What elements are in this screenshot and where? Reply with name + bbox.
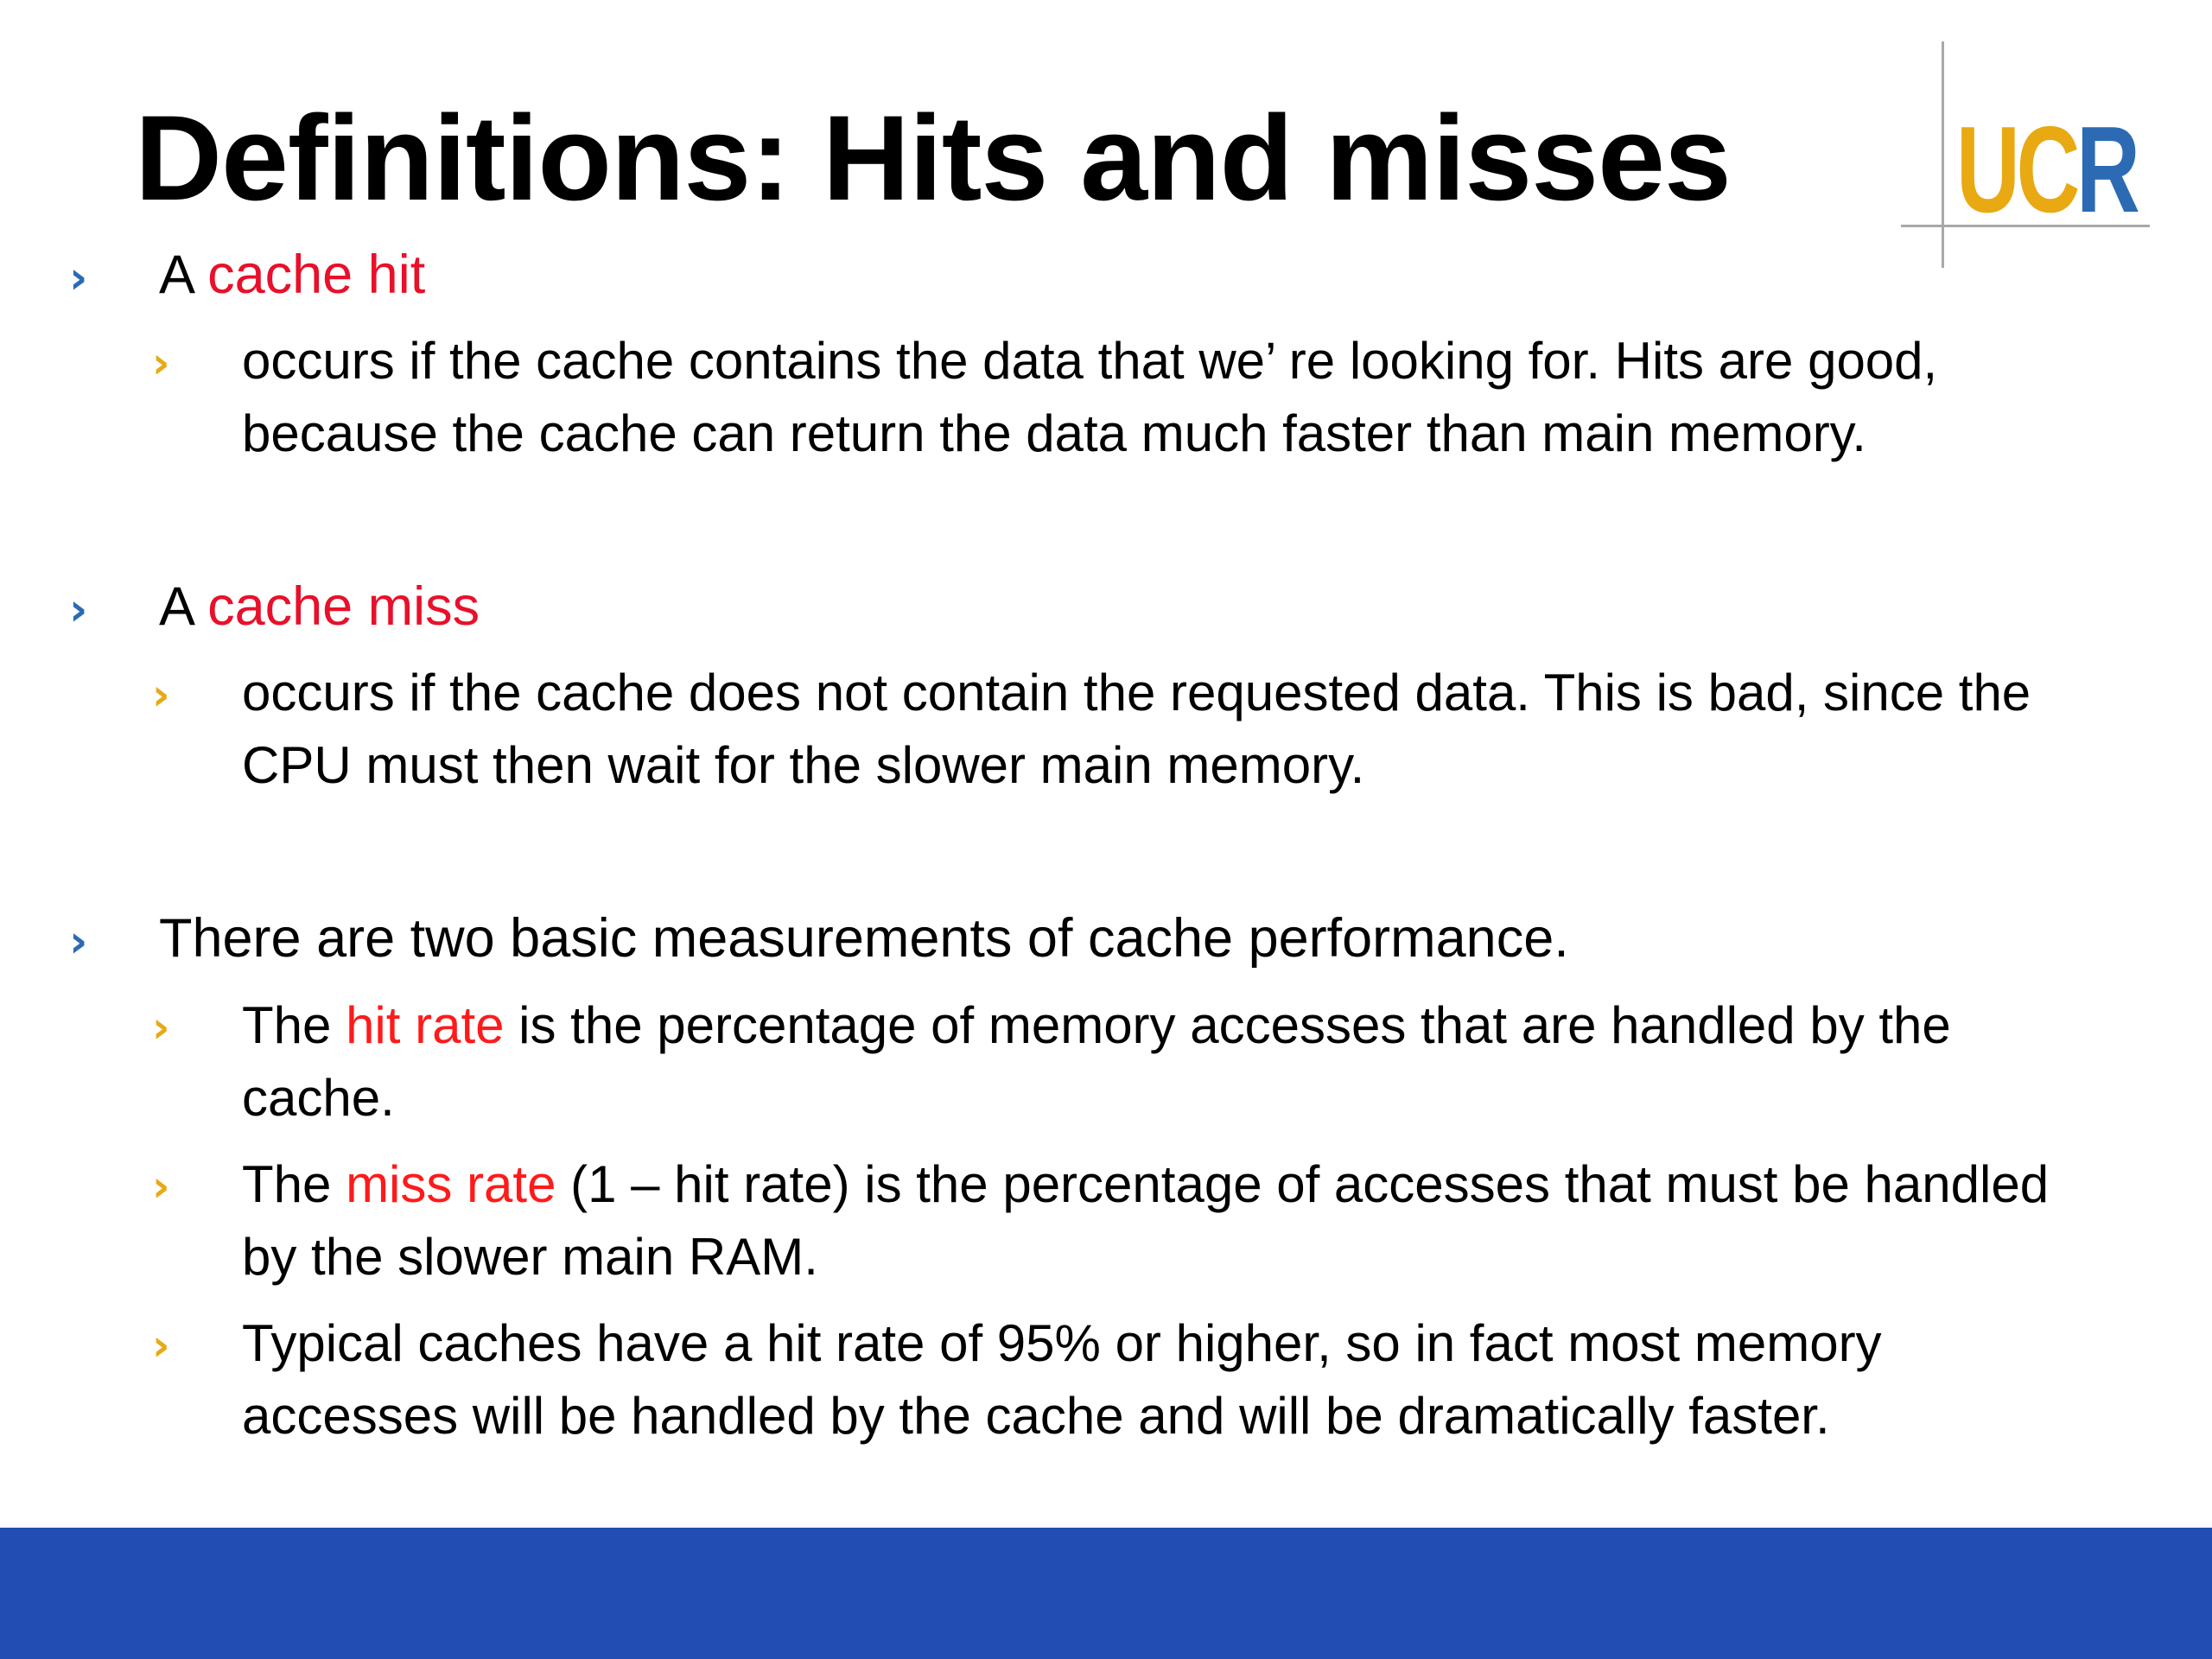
sub-bullet-miss-rate: › The miss rate (1 – hit rate) is the percentage of accesses that must be handled by the slower main RAM. (242, 1148, 2100, 1294)
blue-chevron-icon: › (69, 916, 88, 968)
gold-chevron-icon: › (152, 670, 170, 720)
footer-bar (0, 1528, 2212, 1659)
logo-vertical-rule (1942, 41, 1944, 268)
term-cache-miss: cache miss (207, 576, 480, 637)
gold-chevron-icon: › (152, 338, 170, 388)
sub-bullet-cache-miss: › occurs if the cache does not contain the requested data. This is bad, since the CPU must then wait for the slower main memory. (242, 657, 2100, 802)
bullet-cache-miss: › A cache miss (159, 570, 480, 643)
gold-chevron-icon: › (152, 1161, 170, 1211)
ucr-logo (1901, 41, 2157, 268)
bullet-cache-hit: › A cache hit (159, 238, 425, 311)
bullet-measurements: › There are two basic measurements of cache performance. (159, 902, 1569, 975)
blue-chevron-icon: › (69, 252, 88, 304)
sub-bullet-typical-hit-rate: › Typical caches have a hit rate of 95% or higher, so in fact most memory accesses will be handled by the cache and will be dramatically faster. (242, 1307, 2100, 1452)
term-hit-rate: hit rate (346, 996, 505, 1054)
slide-title: Definitions: Hits and misses (135, 90, 1731, 226)
sub-bullet-cache-hit: › occurs if the cache contains the data that we’ re looking for. Hits are good, because the cache can return the data much faster than main memory. (242, 325, 2100, 470)
sub-bullet-hit-rate: › The hit rate is the percentage of memory accesses that are handled by the cache. (242, 989, 2100, 1135)
gold-chevron-icon: › (152, 1002, 170, 1052)
term-cache-hit: cache hit (207, 245, 426, 305)
logo-wordmark: UCR (1956, 101, 2137, 238)
gold-chevron-icon: › (152, 1320, 170, 1370)
blue-chevron-icon: › (69, 584, 88, 636)
term-miss-rate: miss rate (346, 1155, 556, 1213)
